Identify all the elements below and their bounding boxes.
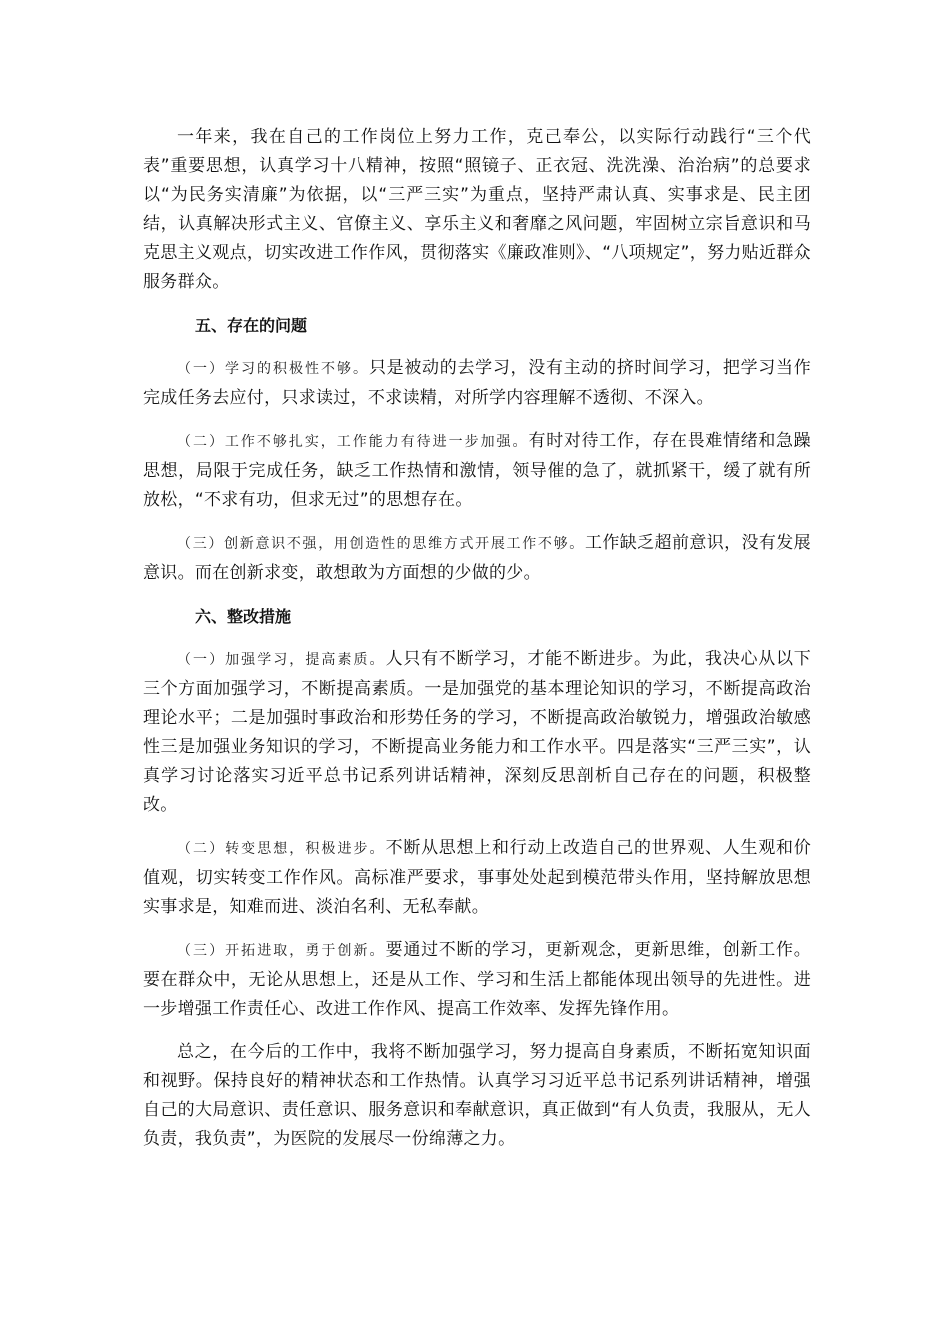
measure-item-1-body: 人只有不断学习，才能不断进步。为此，我决心从以下三个方面加强学习，不断提高素质。一是加强党的基本理论知识的学习，不断提高政治理论水平；二是加强时事政治和形势任务的学习，不断提高政治敏锐力，增强政治敏感性三是加强业务知识的学习，不断提高业务能力和工作水平。四是落实“三严三实”，认真学习讨论落实习近平总书记系列讲话精神，深刻反思剖析自己存在的问题，积极整改。 bbox=[143, 649, 811, 815]
measure-item-1 bbox=[143, 645, 811, 820]
problem-item-2-body: 有时对待工作，存在畏难情绪和急躁思想，局限于完成任务，缺乏工作热情和激情，领导催的急了，就抓紧干，缓了就有所放松，“不求有功，但求无过”的思想存在。 bbox=[143, 431, 811, 510]
section-heading-problems: 五、存在的问题 bbox=[195, 316, 308, 335]
measure-item-2-body: 不断从思想上和行动上改造自己的世界观、人生观和价值观，切实转变工作作风。高标准严要求，事事处处起到模范带头作用，坚持解放思想实事求是，知难而进、淡泊名利、无私奉献。 bbox=[143, 838, 811, 917]
problem-item-2 bbox=[143, 427, 811, 515]
problem-item-2-lead: （二）工作不够扎实，工作能力有待进一步加强。 bbox=[177, 434, 529, 450]
measure-item-3-lead: （三）开拓进取，勇于创新。 bbox=[177, 943, 386, 959]
measure-item-1-lead: （一）加强学习，提高素质。 bbox=[177, 652, 386, 668]
problem-item-1-body: 只是被动的去学习，没有主动的挤时间学习，把学习当作完成任务去应付，只求读过，不求读精，对所学内容理解不透彻、不深入。 bbox=[143, 358, 811, 408]
problem-item-1-lead: （一）学习的积极性不够。 bbox=[177, 361, 369, 377]
conclusion-paragraph: 总之，在今后的工作中，我将不断加强学习，努力提高自身素质，不断拓宽知识面和视野。保持良好的精神状态和工作热情。认真学习习近平总书记系列讲话精神，增强自己的大局意识、责任意识、服务意识和奉献意识，真正做到“有人负责，我服从，无人负责，我负责”，为医院的发展尽一份绵薄之力。 bbox=[143, 1042, 811, 1149]
measure-item-2 bbox=[143, 834, 811, 922]
measure-item-2-lead: （二）转变思想，积极进步。 bbox=[177, 841, 386, 857]
problem-item-3 bbox=[143, 529, 811, 588]
measure-item-3 bbox=[143, 936, 811, 1024]
problem-item-1 bbox=[143, 354, 811, 413]
problem-item-3-body: 工作缺乏超前意识，没有发展意识。而在创新求变，敢想敢为方面想的少做的少。 bbox=[143, 533, 811, 583]
problem-item-3-lead: （三）创新意识不强，用创造性的思维方式开展工作不够。 bbox=[177, 536, 585, 552]
document-body bbox=[143, 123, 811, 1154]
section-heading-measures: 六、整改措施 bbox=[195, 607, 292, 626]
measure-item-3-body: 要通过不断的学习，更新观念，更新思维，创新工作。要在群众中，无论从思想上，还是从工作、学习和生活上都能体现出领导的先进性。进一步增强工作责任心、改进工作作风、提高工作效率、发挥先锋作用。 bbox=[143, 940, 811, 1019]
intro-paragraph: 一年来，我在自己的工作岗位上努力工作，克己奉公，以实际行动践行“三个代表”重要思想，认真学习十八精神，按照“照镜子、正衣冠、洗洗澡、治治病”的总要求以“为民务实清廉”为依据，以“三严三实”为重点，坚持严肃认真、实事求是、民主团结，认真解决形式主义、官僚主义、享乐主义和奢靡之风问题，牢固树立宗旨意识和马克思主义观点，切实改进工作作风，贯彻落实《廉政准则》、“八项规定”，努力贴近群众服务群众。 bbox=[143, 127, 811, 292]
